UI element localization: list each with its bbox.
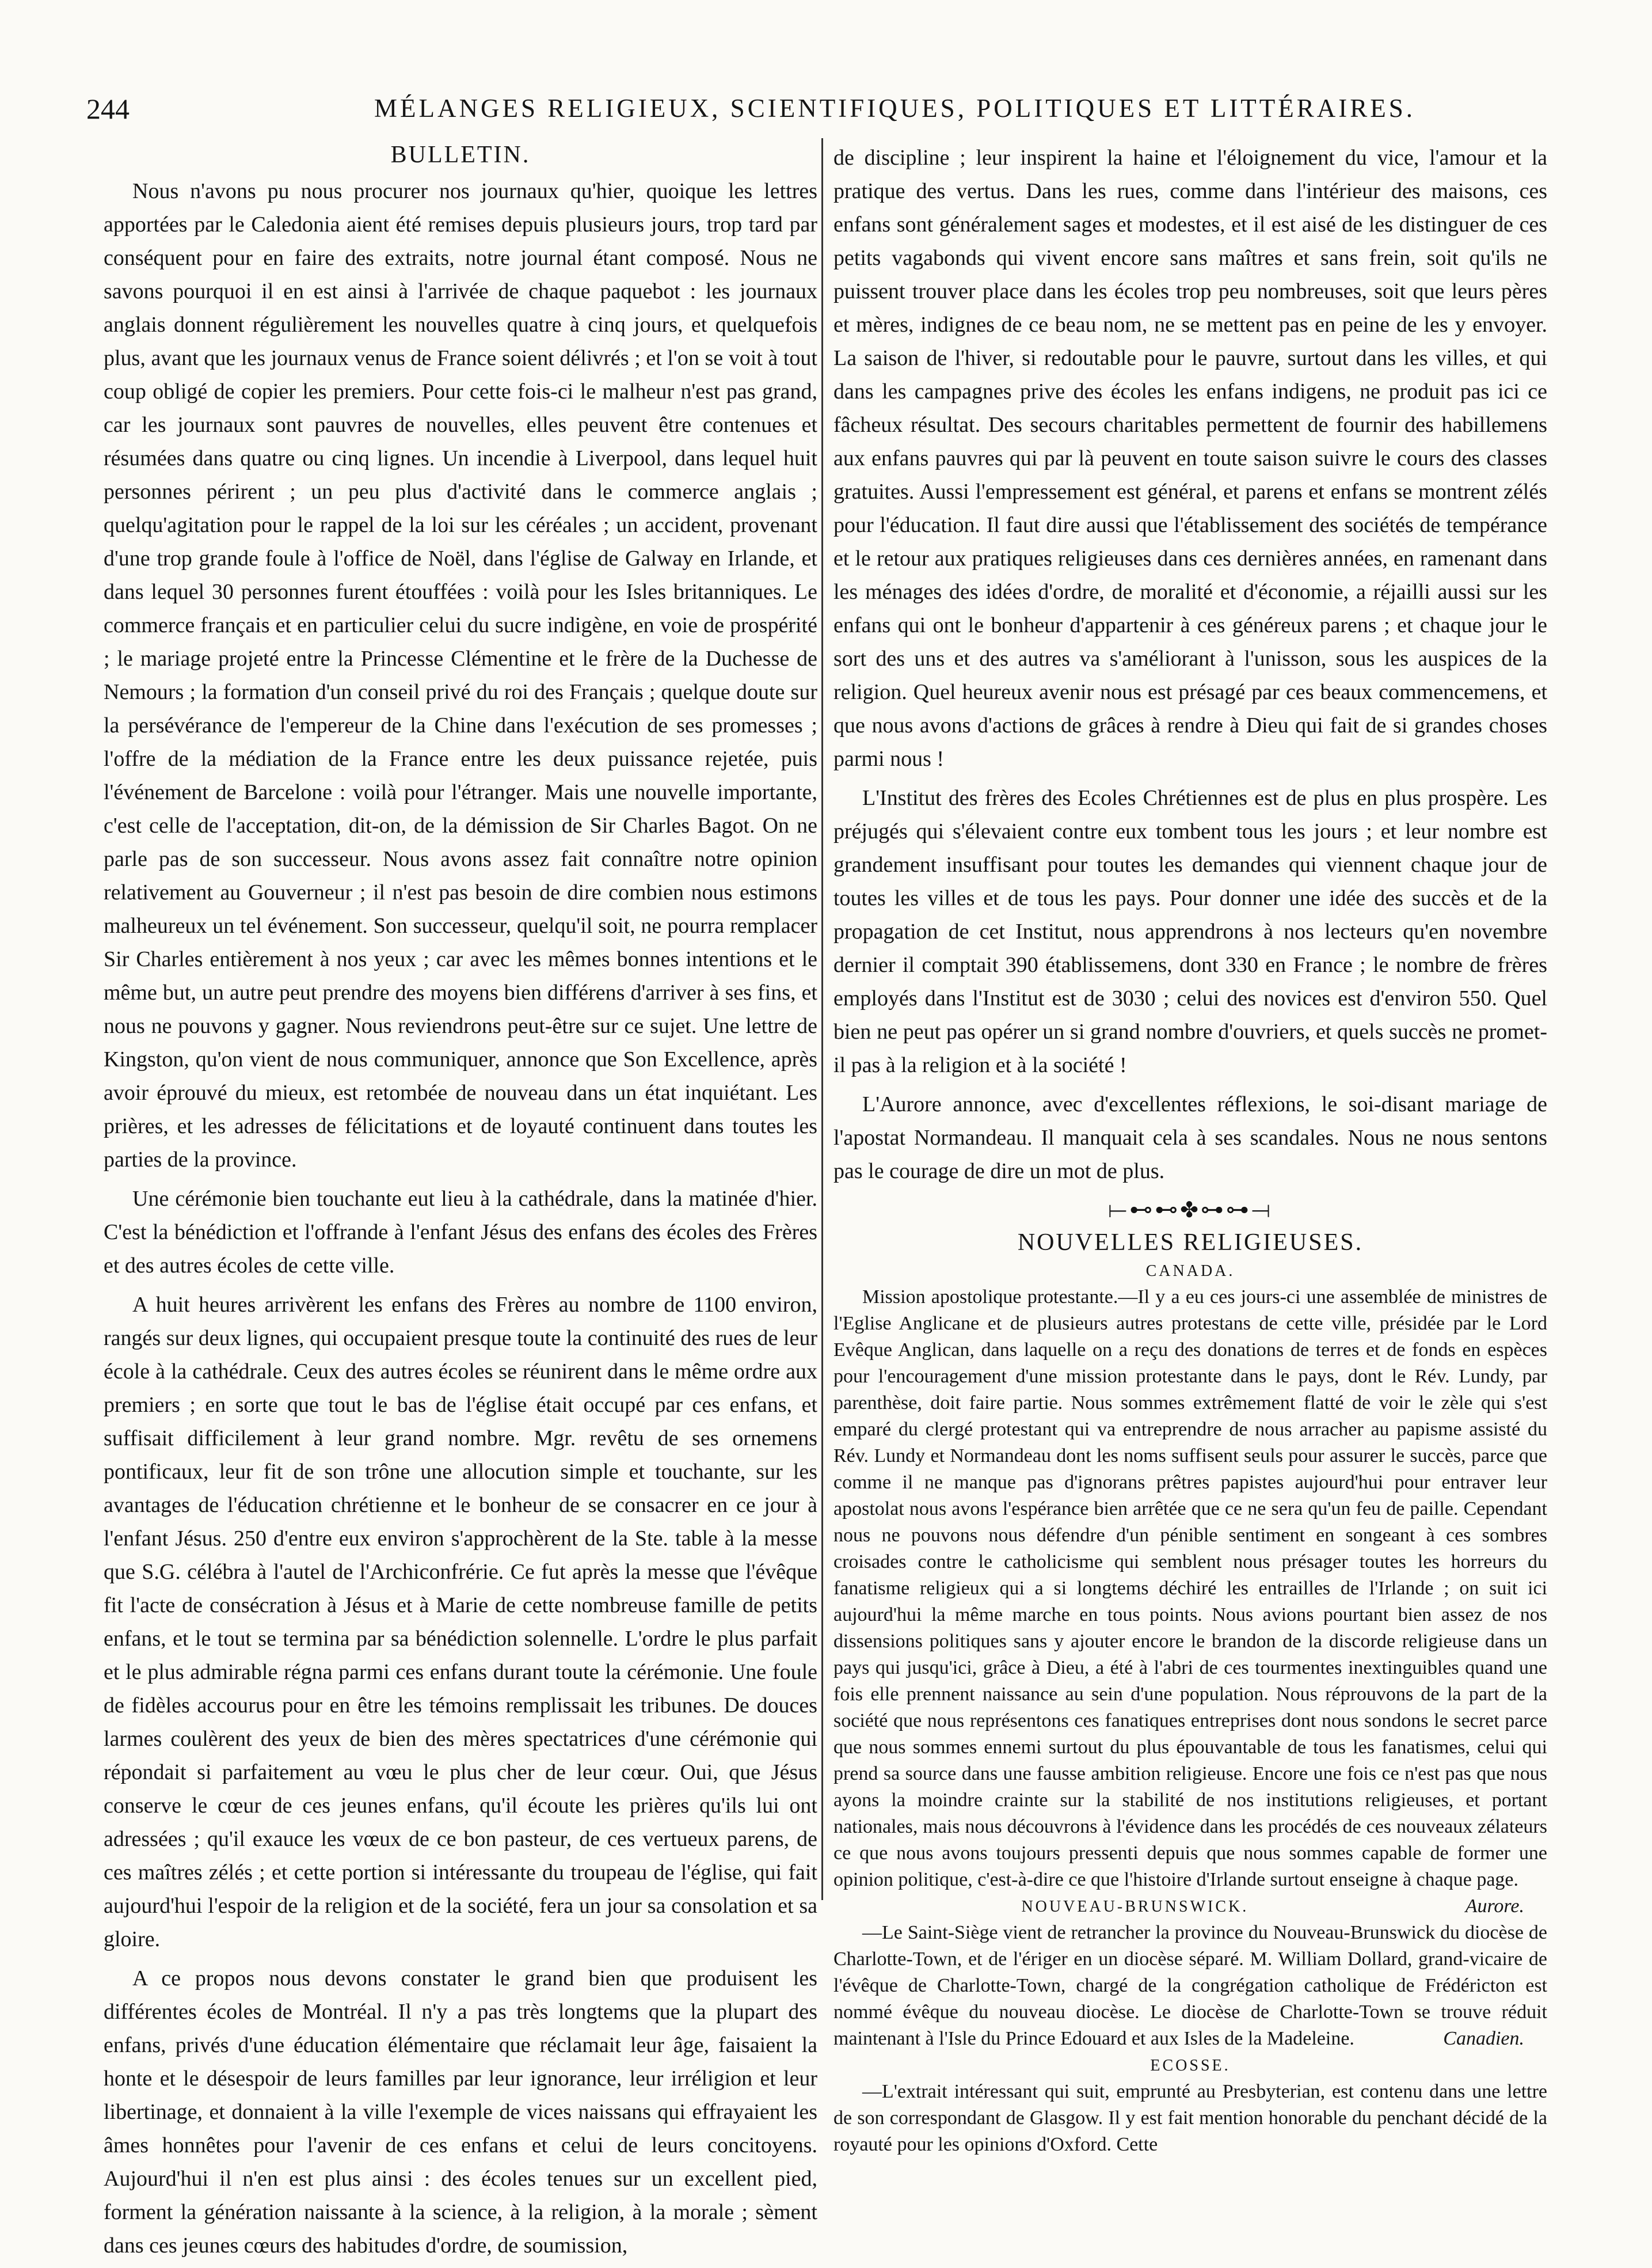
bulletin-title: BULLETIN. (390, 142, 531, 168)
bulletin-paragraph: A huit heures arrivèrent les enfans des Frères au nombre de 1100 environ, rangés sur deux lignes, qui occupaient presque toute la continuité des rues de leur école à la cathédrale. Ceux des autres écoles se réunirent dans le même ordre aux premiers ; en sorte que tout le bas de l'église était occupé par ces enfans, et suffisait difficilement à leur grand nombre. Mgr. revêtu de ses ornemens pontificaux, leur fit de son trône une allocution simple et touchante, sur les avantages de l'éducation chrétienne et le bonheur de se consacrer en ce jour à l'enfant Jésus. 250 d'entre eux environ s'approchèrent de la Ste. table à la messe que S.G. célébra à l'autel de l'Archiconfrérie. Ce fut après la messe que l'évêque fit l'acte de consécration à Jésus et à Marie de cette nombreuse famille de petits enfans, et le tout se termina par sa bénédiction solennelle. L'ordre le plus parfait et le plus admirable régna parmi ces enfans durant toute la cérémonie. Une foule de fidèles accourus pour en être les témoins remplissait les tribunes. De douces larmes coulèrent des yeux de bien des mères spectatrices d'une cérémonie qui répondait si parfaitement au vœu le plus cher de leur cœur. Oui, que Jésus conserve le cœur de ces jeunes enfans, qu'il écoute les prières qu'ils lui ont adressées ; qu'il exauce les vœux de ce bon pasteur, de ces vertueux parens, de ces maîtres zélés ; et cette portion si intéressante du troupeau de l'église, qui fait aujourd'hui l'espoir de la religion et de la société, fera un jour sa consolation et sa gloire. (104, 1293, 817, 1951)
nouveau-brunswick-signature: Canadien. (1443, 2028, 1524, 2049)
bulletin-paragraph: de discipline ; leur inspirent la haine et l'éloignement du vice, l'amour et la pratique des vertus. Dans les rues, comme dans l'intérieur des maisons, ces enfans sont généralement sages et modestes, et il est aisé de les distinguer de ces petits vagabonds qui vivent encore sans maîtres et sans frein, soit qu'ils ne puissent trouver place dans les écoles trop peu nombreuses, soit que leurs pères et mères, indignes de ce beau nom, ne se mettent pas en peine de les y envoyer. La saison de l'hiver, si redoutable pour le pauvre, surtout dans les villes, et qui dans les campagnes prive des écoles les enfans indigens, ne produit pas ici ce fâcheux résultat. Des secours charitables permettent de fournir des habillemens aux enfans pauvres qui par là peuvent en toute saison suivre le cours des classes gratuites. Aussi l'empressement est général, et parens et enfans se montrent zélés pour l'éducation. Il faut dire aussi que l'établissement des sociétés de tempérance et le retour aux pratiques religieuses dans ces dernières années, en ramenant dans les ménages des idées d'ordre, de moralité et d'économie, a réjailli aussi sur les enfans qui ont le bonheur d'appartenir à ces généreux parens ; et chaque jour le sort des uns et des autres va s'améliorant à l'unisson, sous les auspices de la religion. Quel heureux avenir nous est présagé par ces beaux commencemens, et que nous avons d'actions de grâces à rendre à Dieu qui fait de si grandes choses parmi nous ! (833, 146, 1547, 771)
ornamental-divider: ⟝⊷⊷✤⊶⊶⟞ (1108, 1196, 1273, 1222)
canada-heading: CANADA. (1145, 1262, 1235, 1280)
page-header (86, 86, 1537, 132)
nouveau-brunswick-text: —Le Saint-Siège vient de retrancher la province du Nouveau-Brunswick du diocèse de Charlotte-Town, et de l'ériger en un diocèse séparé. M. William Dollard, grand-vicaire de l'évêque de Charlotte-Town, chargé de la congrégation catholique de Frédéricton est nommé évêque du nouveau diocèse. Le diocèse de Charlotte-Town se trouve réduit maintenant à l'Isle du Prince Edouard et aux Isles de la Madeleine. (833, 1922, 1547, 2049)
nouveau-brunswick-article (833, 1920, 1547, 2052)
bulletin-paragraph: L'Institut des frères des Ecoles Chrétiennes est de plus en plus prospère. Les préjugés qui s'élevaient contre eux tombent tous les jours ; et leur nombre est grandement insuffisant pour toutes les demandes qui viennent chaque jour de toutes les villes et de tous les pays. Pour donner une idée des succès et de la propagation de cet Institut, nous apprendrons à nos lecteurs qu'en novembre dernier il comptait 390 établissemens, dont 330 en France ; le nombre de frères employés dans l'Institut est de 3030 ; celui des novices est d'environ 550. Quel bien ne peut pas opérer un si grand nombre d'ouvriers, et quels succès ne promet-il pas à la religion et à la société ! (833, 786, 1547, 1077)
ecosse-text: —L'extrait intéressant qui suit, emprunté au Presbyterian, est contenu dans une lettre de son correspondant de Glasgow. Il y est fait mention honorable du penchant décidé de la royauté pour les opinions d'Oxford. Cette (833, 2081, 1547, 2155)
nouvelles-religieuses-title: NOUVELLES RELIGIEUSES. (1017, 1229, 1364, 1256)
canada-signature: Aurore. (1465, 1895, 1524, 1917)
bulletin-paragraph: Une cérémonie bien touchante eut lieu à la cathédrale, dans la matinée d'hier. C'est la bénédiction et l'offrande à l'enfant Jésus des enfans des écoles des Frères et des autres écoles de cette ville. (104, 1187, 817, 1278)
nouveau-brunswick-heading: NOUVEAU-BRUNSWICK. (1021, 1898, 1249, 1916)
ecosse-heading: ECOSSE. (1150, 2057, 1231, 2075)
canada-text: Mission apostolique protestante.—Il y a eu ces jours-ci une assemblée de ministres de l'Eglise Anglicane et de plusieurs autres protestans de cette ville, présidée par le Lord Evêque Anglican, dans laquelle on a reçu des donations de terres et de fonds en espèces pour l'encouragement d'une mission protestante dans le pays, dont le Rév. Lundy, par parenthèse, doit faire partie. Nous sommes extrêmement flatté de voir le zèle qui s'est emparé du clergé protestant qui va entreprendre de nous arracher au papisme assisté du Rév. Lundy et Normandeau dont les noms suffisent seuls pour assurer le succès, parce que comme il ne manque pas d'ignorans prêtres papistes aujourd'hui pour entraver leur apostolat nous avons l'espérance bien arrêtée que ce ne sera qu'un feu de paille. Cependant nous ne pouvons nous défendre d'un pénible sentiment en songeant à ces sombres croisades contre le catholicisme qui semblent nous présager toutes les horreurs du fanatisme religieux qui a si longtems déchiré les entrailles de l'Irlande ; on suit ici aujourd'hui la même marche en tous points. Nous avions pourtant bien assez de nos dissensions politiques sans y ajouter encore le brandon de la discorde religieuse dans un pays qui jusqu'ici, grâce à Dieu, a été à l'abri de ces tourmentes inextinguibles quand une fois elle prennent naissance au sein d'une population. Nous réprouvons de la part de la société que nous représentons ces fanatiques entreprises dont nous sondons le secret parce que nous sommes ennemi surtout du plus épouvantable de tous les fanatismes, celui qui prend sa source dans une fausse ambition religieuse. Encore une fois ce n'est pas que nous ayons la moindre crainte sur la stabilité de nos institutions religieuses, et portant nationales, mais nous découvrons à l'évidence dans les procédés de ces nouveaux zélateurs ce que nous avons toujours pressenti depuis que nous sommes capable de former une opinion politique, c'est-à-dire ce que l'histoire d'Irlande surtout enseigne à chaque page. (833, 1286, 1547, 1890)
bulletin-paragraph: A ce propos nous devons constater le grand bien que produisent les différentes écoles de Montréal. Il n'y a pas très longtems que la plupart des enfans, privés d'une éducation élémentaire que réclamait leur âge, faisaient la honte et le désespoir de leurs familles par leur ignorance, leur irréligion et leur libertinage, et donnaient à la ville l'exemple de vices naissans qui effrayaient les âmes honnêtes pour l'avenir de ces enfans et celui de leurs concitoyens. Aujourd'hui il n'en est plus ainsi : des écoles tenues sur un excellent pied, forment la génération naissante à la science, à la religion, à la morale ; sèment dans ces jeunes cœurs des habitudes d'ordre, de soumission, (104, 1966, 817, 2258)
page-number: 244 (86, 93, 130, 125)
left-column (104, 141, 817, 2268)
column-divider (821, 138, 823, 1900)
bulletin-paragraph: Nous n'avons pu nous procurer nos journaux qu'hier, quoique les lettres apportées par le Caledonia aient été remises depuis plusieurs jours, trop tard par conséquent pour en faire des extraits, notre journal étant composé. Nous ne savons pourquoi il en est ainsi à l'arrivée de chaque paquebot : les journaux anglais donnent régulièrement les nouvelles quatre à cinq jours, et quelquefois plus, avant que les journaux venus de France soient délivrés ; et l'on se voit à tout coup obligé de copier les premiers. Pour cette fois-ci le malheur n'est pas grand, car les journaux sont pauvres de nouvelles, elles peuvent être contenues et résumées dans quatre ou cinq lignes. Un incendie à Liverpool, dans lequel huit personnes périrent ; un peu plus d'activité dans le commerce anglais ; quelqu'agitation pour le rappel de la loi sur les céréales ; un accident, provenant d'une trop grande foule à l'office de Noël, dans l'église de Galway en Irlande, et dans lequel 30 personnes furent étouffées : voilà pour les Isles britanniques. Le commerce français et en particulier celui du sucre indigène, en voie de prospérité ; le mariage projeté entre la Princesse Clémentine et le frère de la Duchesse de Nemours ; la formation d'un conseil privé du roi des Français ; quelque doute sur la persévérance de l'empereur de la Chine dans l'exécution de ses promesses ; l'offre de la médiation de la France entre les deux puissance rejetée, puis l'événement de Barcelone : voilà pour l'étranger. Mais une nouvelle importante, c'est celle de l'acceptation, dit-on, de la démission de Sir Charles Bagot. On ne parle pas de son successeur. Nous avons assez fait connaître notre opinion relativement au Gouverneur ; il n'est pas besoin de dire combien nous estimons malheureux un tel événement. Son successeur, quelqu'il soit, ne pourra remplacer Sir Charles entièrement à nos yeux ; car avec les mêmes bonnes intentions et le même but, un autre peut prendre des moyens bien différens d'arriver à ses fins, et nous ne pouvons y gagner. Nous reviendrons peut-être sur ce sujet. Une lettre de Kingston, qu'on vient de nous communiquer, annonce que Son Excellence, après avoir éprouvé du mieux, est retombée de nouveau dans un état inquiétant. Les prières, et les adresses de félicitations et de loyauté continuent dans toutes les parties de la province. (104, 179, 817, 1172)
bulletin-paragraph: L'Aurore annonce, avec d'excellentes réflexions, le soi-disant mariage de l'apostat Normandeau. Il manquait cela à ses scandales. Nous ne nous sentons pas le courage de dire un mot de plus. (833, 1092, 1547, 1183)
right-column (833, 141, 1547, 2163)
running-title: MÉLANGES RELIGIEUX, SCIENTIFIQUES, POLITIQUES ET LITTÉRAIRES. (374, 94, 1416, 123)
